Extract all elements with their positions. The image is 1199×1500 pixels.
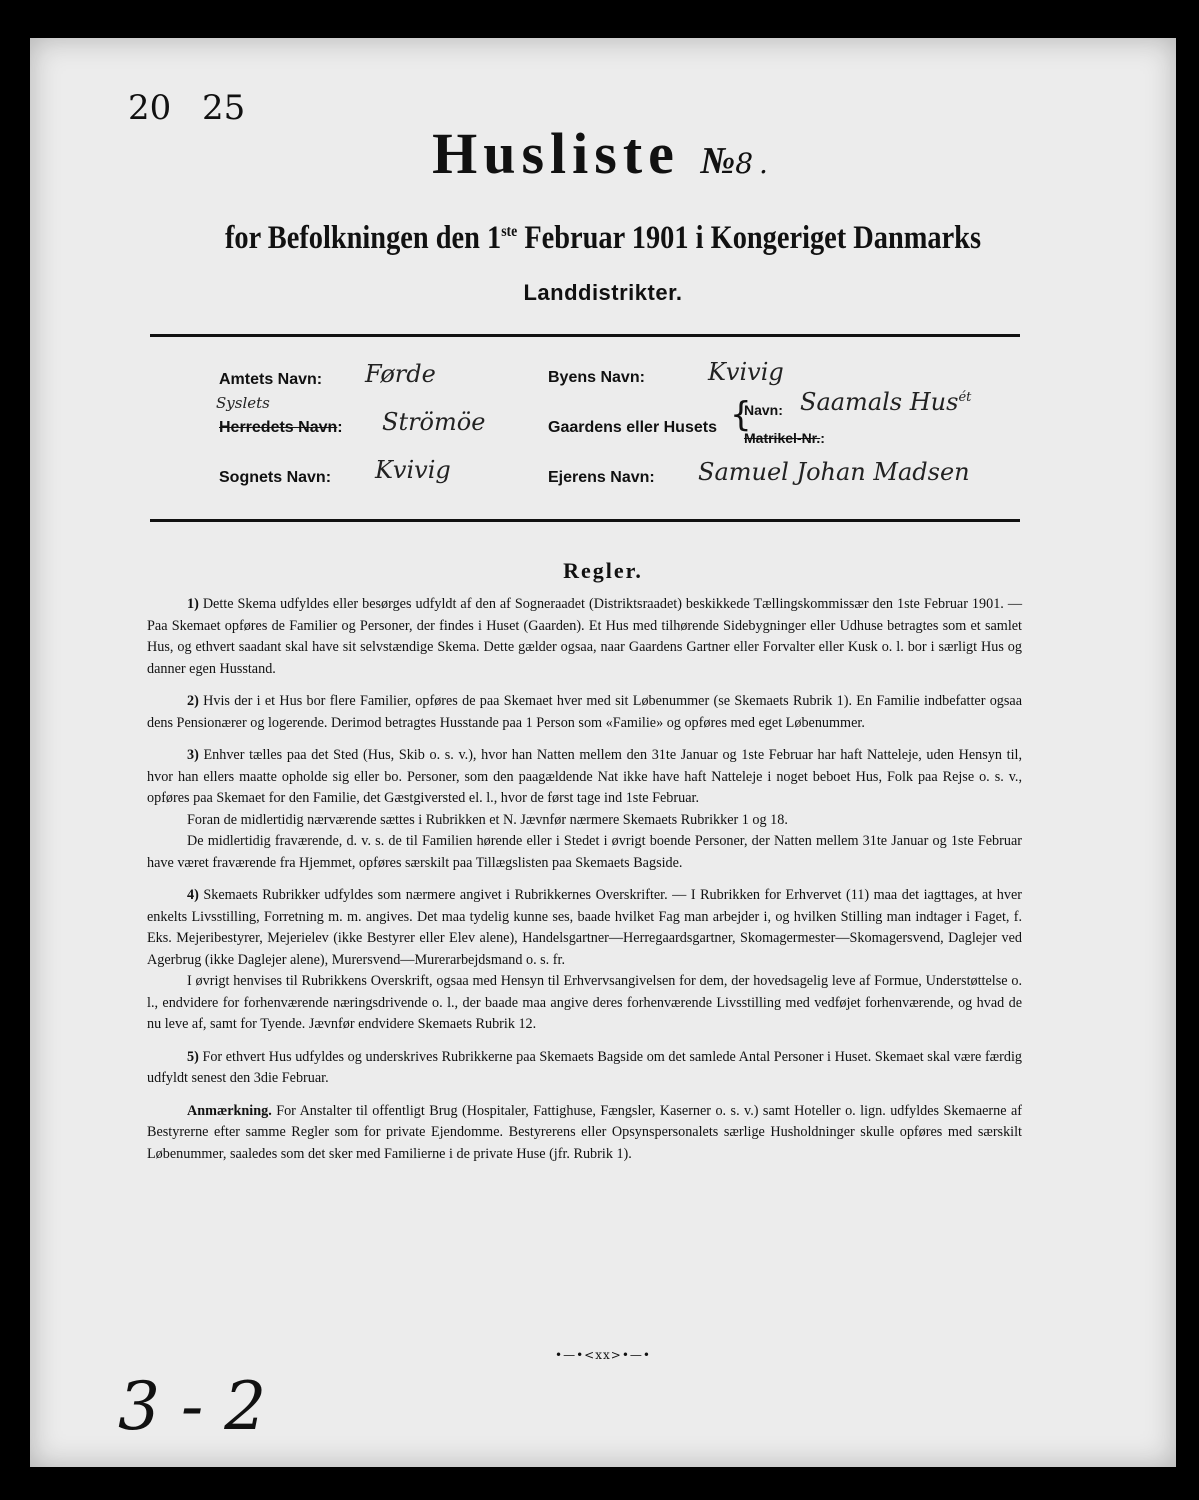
census-form-sheet: [30, 38, 1176, 1467]
matrikel-colon: :: [820, 430, 825, 446]
rule-3: 3) Enhver tælles paa det Sted (Hus, Skib o. s. v.), hvor han Natten mellem den 31te Januar og 1ste Februar har haft Natteleje, uden Hensyn til, hvor han ellers maatte opholde sig eller bo. Personer, som den paagældende Nat ikke have haft Natteleje i noget beboet Hus, Folk paa Rejse o. s. v., opføres paa Skemaet for den Familie, det Gæstgiversted el. l., hvor de først tage ind 1ste Februar.: [147, 747, 1023, 806]
by-label: Byens Navn:: [548, 369, 645, 386]
amt-value: Førde: [365, 360, 436, 388]
herred-colon: :: [337, 419, 343, 436]
list-number: 8.: [735, 147, 774, 180]
rules-heading: Regler.: [563, 558, 643, 583]
top-divider: [150, 334, 1020, 337]
subtitle-part1: for Befolkningen den 1: [224, 220, 502, 256]
rule-1: 1) Dette Skema udfyldes eller besørges udfyldt af den af Sogneraadet (Distriktsraadet) beskikkede Tællingskommissær den 1ste Februar 1901. — Paa Skemaet opføres de Familier og Personer, der findes i Huset (Gaarden). Et Hus med tilhørende Sidebygninger eller Udhuse betragtes som et samlet Hus, og ethvert saadant skal have sit selvstændige Skema. Dette gælder ogsaa, naar Gaardens Gartner eller Forvalter eller Kusk o. l. bor i særligt Hus og danner egen Husstand.: [147, 596, 1023, 677]
number-label: №: [700, 140, 736, 182]
ornament-divider: •—•<xx>•—•: [555, 1348, 651, 1362]
page-number-left: 20: [128, 88, 172, 128]
sogn-label: Sognets Navn:: [219, 469, 332, 486]
ejer-label: Ejerens Navn:: [548, 469, 655, 486]
brace-icon: {: [730, 395, 752, 435]
rule-5: 5) For ethvert Hus udfyldes og underskrives Rubrikkerne paa Skemaets Bagside om det samlede Antal Personer i Huset. Skemaet skal være færdig udfyldt senest den 3die Februar.: [147, 1048, 1022, 1086]
by-value: Kvivig: [708, 358, 784, 386]
bottom-divider: [150, 519, 1020, 522]
rule-4-cont: I øvrigt henvises til Rubrikkens Overskrift, ogsaa med Hensyn til Erhvervsangivelsen for dem, der hovedsagelig leve af Formue, Understøttelse o. l., endvidere for forhenværende næringsdrivende o. l., der baade maa angive deres forhenværende Livsstilling med vedføjet forhenværende, og hvad de nu leve af, samt for Tyende. Jævnfør endvidere Skemaets Rubrik 12.: [147, 973, 1022, 1032]
ejer-value: Samuel Johan Madsen: [698, 458, 970, 486]
rule-4: 4) Skemaets Rubrikker udfyldes som nærmere angivet i Rubrikkernes Overskrifter. — I Rubrikken for Erhvervet (11) maa det iagttages, at hver enkelts Livsstilling, Forretning m. m. angives. Det maa tydelig kunne ses, baade hvilket Fag man arbejder i, og hvilken Stilling man indtager i Faget, f. Eks. Mejeribestyrer, Mejerielev (ikke Bestyrer eller Elev alene), Handelsgartner—Herregaardsgartner, Skomagermester—Skomagersvend, Daglejer ved Agerbrug (ikke Daglejer alene), Murersvend—Murerarbejdsmand o. s. fr.: [147, 887, 1022, 968]
matrikel-label: Matrikel-Nr.: [744, 430, 821, 446]
handwritten-corner-note: 3 - 2: [118, 1368, 267, 1445]
gaard-label: Gaardens eller Husets: [548, 419, 717, 436]
sogn-value: Kvivig: [375, 456, 451, 484]
rule-2: 2) Hvis der i et Hus bor flere Familier, opføres de paa Skemaet hver med sit Løbenummer (se Skemaets Rubrik 1). En Familie indbefatter ogsaa dens Pensionærer og logerende. Derimod betragtes Husstande paa 1 Person som «Familie» og opføres med eget Løbenummer.: [147, 693, 1023, 731]
gaard-navn-value: Saamals Hus$^{ét}$: [800, 388, 972, 416]
rule-3-cont-a: Foran de midlertidig nærværende sættes i Rubrikken et N. Jævnfør nærmere Skemaets Rubrikker 1 og 18.: [187, 811, 788, 828]
title-text: Husliste: [432, 121, 680, 186]
gaard-navn-label: Navn:: [744, 402, 783, 418]
matrikel-label-group: [744, 430, 825, 446]
amt-label: Amtets Navn:: [219, 371, 323, 388]
page-number-right: 25: [202, 88, 246, 128]
annotation-note: Anmærkning. For Anstalter til offentligt Brug (Hospitaler, Fattighuse, Fængsler, Kaserner o. s. v.) samt Hoteller o. lign. udfyldes Skemaerne af Bestyrerne efter samme Regler som for private Ejendomme. Bestyrerens eller Opsynspersonalets særlige Husholdninger skulle opføres med særskilt Løbenummer, saaledes som det sker med Familierne i de private Huse (jfr. Rubrik 1).: [147, 1102, 1022, 1162]
herred-label: Herredets Navn: [219, 419, 338, 436]
form-subtitle: [110, 220, 1096, 257]
form-title: [30, 120, 1176, 187]
district-type: Landdistrikter.: [523, 280, 683, 305]
herred-overwrite: Syslets: [216, 394, 270, 412]
herred-label-group: [219, 419, 343, 437]
rule-3-cont-b: De midlertidig fraværende, d. v. s. de til Familien hørende eller i Stedet i øvrigt boende Personer, der Natten mellem 31te Januar og 1ste Februar have været fraværende fra Hjemmet, opføres særskilt paa Tillægslisten paa Skemaets Bagside.: [147, 833, 1022, 871]
herred-value: Strömöe: [382, 408, 486, 436]
subtitle-sup: ste: [501, 223, 518, 240]
rules-body: [147, 594, 1022, 1176]
subtitle-part2: Februar 1901 i Kongeriget Danmarks: [517, 220, 982, 256]
